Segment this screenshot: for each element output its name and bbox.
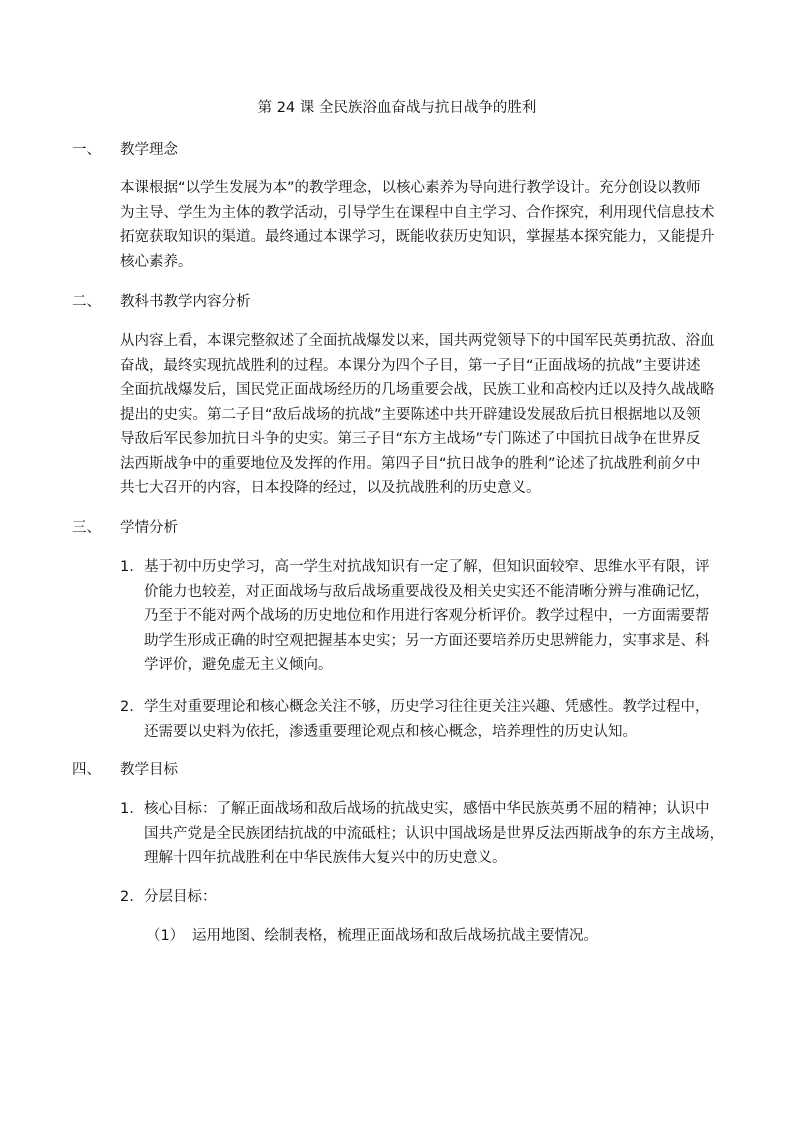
- list-item-number: 2.: [120, 889, 134, 905]
- item-line: 分层目标：: [144, 889, 217, 905]
- section-number: 一、: [72, 142, 101, 158]
- sub-list-item-text: 运用地图、绘制表格，梳理正面战场和敌后战场抗战主要情况。: [192, 928, 598, 944]
- section-title: 教学目标: [120, 762, 178, 778]
- list-item-number: 2.: [120, 699, 134, 715]
- section-number: 二、: [72, 294, 101, 310]
- list-item: [120, 555, 740, 678]
- paragraph-line: 提出的史实。第二子目“敌后战场的抗战”主要陈述中共开辟建设发展敌后抗日根据地以及领: [120, 406, 701, 423]
- item-line: 基于初中历史学习，高一学生对抗战知识有一定了解，但知识面较窄、思维水平有限，评: [144, 559, 710, 575]
- section-number: 四、: [72, 762, 101, 778]
- list-item-text: [144, 555, 740, 678]
- item-line: 还需要以史料为依托，渗透重要理论观点和核心概念，培养理性的历史认知。: [144, 723, 637, 740]
- section-paragraph: [120, 329, 735, 501]
- paragraph-line: 为主导、学生为主体的教学活动，引导学生在课程中自主学习、合作探究，利用现代信息技术: [120, 204, 715, 221]
- paragraph-line: 全面抗战爆发后，国民党正面战场经历的几场重要会战，民族工业和高校内迁以及持久战战略: [120, 382, 715, 398]
- section-title: 教科书教学内容分析: [120, 294, 251, 310]
- list-item-text: [144, 695, 740, 744]
- section-paragraph: [120, 176, 735, 274]
- section-title: 教学理念: [120, 142, 178, 158]
- list-item: [120, 695, 740, 744]
- item-line: 核心目标：了解正面战场和敌后战场的抗战史实，感悟中华民族英勇不屈的精神；认识中: [144, 801, 710, 817]
- list-item-text: [144, 885, 740, 910]
- item-line: 学评价，避免虚无主义倾向。: [144, 657, 333, 673]
- document-title: 第 24 课 全民族浴血奋战与抗日战争的胜利: [257, 100, 537, 116]
- paragraph-line: 核心素养。: [120, 253, 193, 270]
- section-heading: [0, 518, 794, 538]
- list-item-number: 1.: [120, 559, 134, 575]
- item-line: 理解十四年抗战胜利在中华民族伟大复兴中的历史意义。: [144, 850, 507, 866]
- list-item-number: 1.: [120, 801, 134, 817]
- section-heading: [0, 140, 794, 160]
- item-line: 助学生形成正确的时空观把握基本史实；另一方面还要培养历史思辨能力，实事求是、科: [144, 632, 710, 649]
- section-number: 三、: [72, 520, 101, 536]
- item-line: 国共产党是全民族团结抗战的中流砥柱；认识中国战场是世界反法西斯战争的东方主战场，: [144, 825, 724, 842]
- item-line: 乃至于不能对两个战场的历史地位和作用进行客观分析评价。教学过程中，一方面需要帮: [144, 608, 710, 624]
- sub-list-item: [146, 926, 746, 946]
- list-item: [120, 885, 740, 910]
- item-line: 价能力也较差，对正面战场与敌后战场重要战役及相关史实还不能清晰分辨与准确记忆，: [144, 583, 710, 600]
- paragraph-line: 从内容上看，本课完整叙述了全面抗战爆发以来，国共两党领导下的中国军民英勇抗敌、浴血: [120, 333, 715, 349]
- section-heading: [0, 292, 794, 312]
- list-item: [120, 797, 740, 871]
- paragraph-line: 导敌后军民参加抗日斗争的史实。第三子目“东方主战场”专门陈述了中国抗日战争在世界反: [120, 431, 701, 447]
- list-item-text: [144, 797, 740, 871]
- section-title: 学情分析: [120, 520, 178, 536]
- paragraph-line: 奋战，最终实现抗战胜利的过程。本课分为四个子目，第一子目“正面战场的抗战”主要讲述: [120, 357, 701, 374]
- item-line: 学生对重要理论和核心概念关注不够，历史学习往往更关注兴趣、凭感性。教学过程中，: [144, 699, 710, 715]
- paragraph-line: 法西斯战争中的重要地位及发挥的作用。第四子目“抗日战争的胜利”论述了抗战胜利前夕中: [120, 455, 701, 472]
- paragraph-line: 本课根据“以学生发展为本”的教学理念，以核心素养为导向进行教学设计。充分创设以教师: [120, 180, 701, 196]
- sub-list-item-number: （1）: [146, 928, 185, 944]
- paragraph-line: 共七大召开的内容，日本投降的经过，以及抗战胜利的历史意义。: [120, 480, 541, 496]
- section-heading: [0, 760, 794, 780]
- paragraph-line: 拓宽获取知识的渠道。最终通过本课学习，既能收获历史知识，掌握基本探究能力，又能提升: [120, 229, 715, 245]
